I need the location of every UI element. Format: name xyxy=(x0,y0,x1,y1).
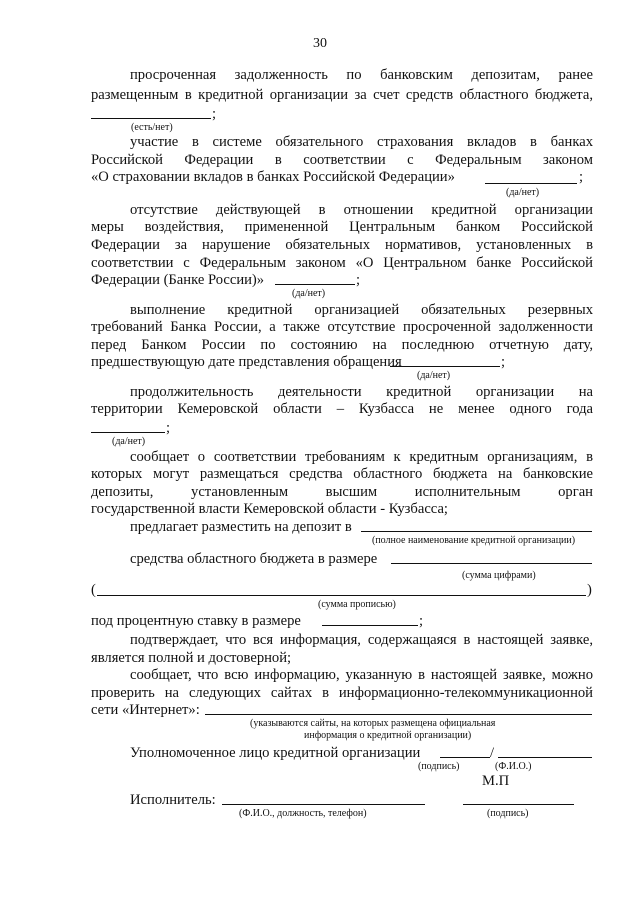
para8-open-paren: ( xyxy=(91,582,96,598)
para4-line1: выполнение кредитной организацией обязательных резервных xyxy=(130,302,593,318)
para4-line3: перед Банком России по состоянию на последнюю отчетную дату, xyxy=(91,337,593,353)
amount-words-field[interactable] xyxy=(97,595,586,596)
para7-text: предлагает разместить на депозит в xyxy=(130,519,352,535)
para1-line2: размещенным в кредитной организации за счет средств областного бюджета, xyxy=(91,87,593,103)
para11-line1: сообщает, что всю информацию, указанную в настоящей заявке, можно xyxy=(130,667,593,683)
para2-line1: участие в системе обязательного страхования вкладов в банках xyxy=(130,134,593,150)
para8-text: средства областного бюджета в размере xyxy=(130,551,378,567)
para4-line2: требований Банка России, а также отсутствие просроченной задолженности xyxy=(91,319,593,335)
para10-line1: подтверждает, что вся информация, содержащаяся в настоящей заявке, xyxy=(130,632,593,648)
para5-caption: (да/нет) xyxy=(112,436,146,447)
para4-line4: предшествующую дате представления обращения xyxy=(91,354,402,370)
para3-blank[interactable] xyxy=(275,284,355,285)
para9-end: ; xyxy=(419,613,424,629)
para8-caption2: (сумма прописью) xyxy=(318,599,396,610)
executor-fio-field[interactable] xyxy=(222,804,425,805)
para8-caption: (сумма цифрами) xyxy=(462,570,536,581)
para1-caption: (есть/нет) xyxy=(131,122,173,133)
para2-caption: (да/нет) xyxy=(506,187,540,198)
websites-field[interactable] xyxy=(205,714,592,715)
para2-line2: Российской Федерации в соответствии с Федеральным законом xyxy=(91,152,593,168)
para5-line1: продолжительность деятельности кредитной организации на xyxy=(130,384,593,400)
para3-end: ; xyxy=(356,272,361,288)
para9-text: под процентную ставку в размере xyxy=(91,613,301,629)
para1-end: ; xyxy=(212,106,217,122)
para6-line1: сообщает о соответствии требованиям к кредитным организациям, в xyxy=(130,449,593,465)
para6-line3: депозиты, установленным высшим исполнительным орган xyxy=(91,484,593,500)
signature-fio-field[interactable] xyxy=(498,757,592,758)
para11-line2: проверить на следующих сайтах в информационно-телекоммуникационной xyxy=(91,685,593,701)
page-number: 30 xyxy=(313,36,327,51)
para6-line2: которых могут размещаться средства областного бюджета на банковские xyxy=(91,466,593,482)
signature-label: Уполномоченное лицо кредитной организации xyxy=(130,745,421,761)
executor-sign-field[interactable] xyxy=(463,804,574,805)
para2-end: ; xyxy=(579,169,584,185)
para1-blank[interactable] xyxy=(91,118,211,119)
para1-line1: просроченная задолженность по банковским депозитам, ранее xyxy=(130,67,593,83)
rate-field[interactable] xyxy=(322,625,418,626)
para5-line2: территории Кемеровской области – Кузбасса не менее одного года xyxy=(91,401,593,417)
para6-line4: государственной власти Кемеровской области - Кузбасса; xyxy=(91,501,448,517)
para8-close-paren: ) xyxy=(587,582,592,598)
amount-digits-field[interactable] xyxy=(391,563,592,564)
para3-line3: Федерации за нарушение обязательных нормативов, установленных в xyxy=(91,237,593,253)
para10-line2: является полной и достоверной; xyxy=(91,650,292,666)
executor-label: Исполнитель: xyxy=(130,792,216,808)
para3-line5: Федерации (Банке России)» xyxy=(91,272,265,288)
para4-blank[interactable] xyxy=(390,366,500,367)
stamp-mp: М.П xyxy=(482,773,510,789)
para7-caption: (полное наименование кредитной организации) xyxy=(372,535,576,546)
signature-slash: / xyxy=(490,745,495,761)
signature-cap-fio: (Ф.И.О.) xyxy=(495,761,532,772)
para2-line3: «О страховании вкладов в банках Российской Федерации» xyxy=(91,169,455,185)
para3-line1: отсутствие действующей в отношении кредитной организации xyxy=(130,202,593,218)
executor-cap-sign: (подпись) xyxy=(487,808,529,819)
para3-line4: соответствии с Федеральным законом «О Центральном банке Российской xyxy=(91,255,593,271)
para3-caption: (да/нет) xyxy=(292,288,326,299)
para3-line2: меры воздействия, примененной Центральным банком Российской xyxy=(91,219,593,235)
para5-end: ; xyxy=(166,420,171,436)
para5-blank[interactable] xyxy=(91,432,165,433)
para11-caption2: информация о кредитной организации) xyxy=(304,730,472,741)
para4-end: ; xyxy=(501,354,506,370)
bank-name-field[interactable] xyxy=(361,531,592,532)
para11-caption1: (указываются сайты, на которых размещена официальная xyxy=(250,718,496,729)
para4-caption: (да/нет) xyxy=(417,370,451,381)
para2-blank[interactable] xyxy=(485,183,577,184)
signature-sign-field[interactable] xyxy=(440,757,490,758)
signature-cap-sign: (подпись) xyxy=(418,761,460,772)
para11-line3: сети «Интернет»: xyxy=(91,702,200,718)
executor-cap-fio: (Ф.И.О., должность, телефон) xyxy=(239,808,367,819)
